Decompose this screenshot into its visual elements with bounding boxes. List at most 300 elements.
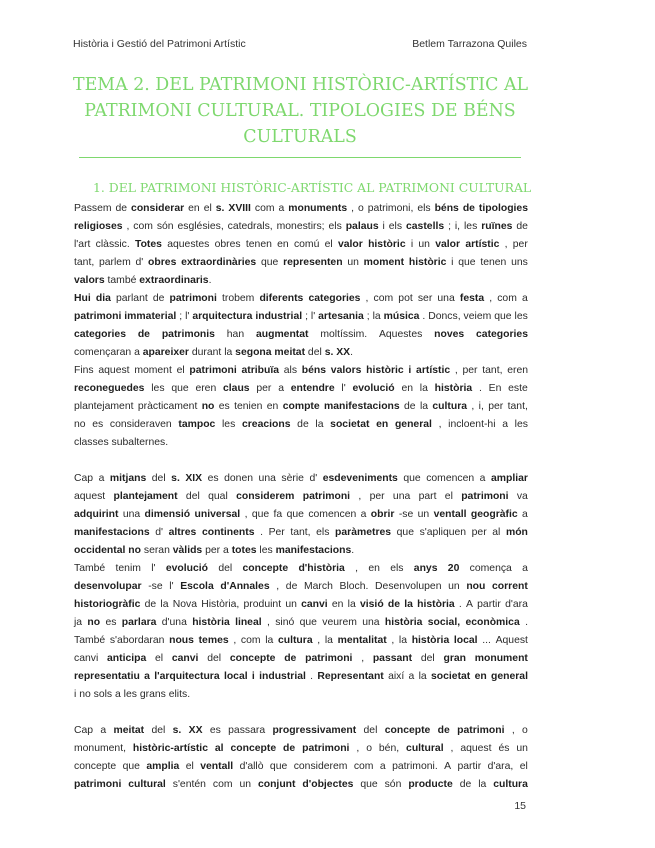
text-run: als xyxy=(283,365,298,376)
text-run: i, xyxy=(454,221,461,232)
text-run: trobem xyxy=(222,293,255,304)
bold-term: local xyxy=(223,671,248,682)
text-run: de xyxy=(404,401,416,412)
text-run: del xyxy=(305,347,325,358)
text-run: s'entén xyxy=(172,779,206,790)
text-run: els xyxy=(417,203,431,214)
text-run: , xyxy=(471,401,475,412)
text-run: aquest xyxy=(460,743,492,754)
bold-term: visió xyxy=(359,599,384,610)
chapter-title xyxy=(73,72,527,150)
text-run: els xyxy=(390,563,404,574)
bold-term: no xyxy=(201,401,215,412)
text-run: , xyxy=(233,635,237,646)
text-run: el xyxy=(185,761,194,772)
bold-term: artesania xyxy=(318,311,364,322)
bold-term: històric xyxy=(366,365,404,376)
text-line xyxy=(74,236,528,254)
text-line xyxy=(74,596,528,614)
text-run: un xyxy=(417,509,430,520)
text-run: uns xyxy=(511,257,528,268)
bold-term: monument xyxy=(474,653,528,664)
bold-term: immaterial xyxy=(124,311,177,322)
bold-term: lineal xyxy=(235,617,262,628)
bold-term: diferents xyxy=(259,293,304,304)
bold-term: concepte xyxy=(230,743,277,754)
text-run: que xyxy=(286,509,304,520)
text-run: com xyxy=(497,293,517,304)
bold-term: entendre xyxy=(290,383,335,394)
bold-term: reconeguedes xyxy=(74,383,145,394)
bold-term: Representant xyxy=(317,671,384,682)
text-run: patrimoni. xyxy=(392,761,438,772)
bold-term: patrimoni xyxy=(457,725,505,736)
text-run: un xyxy=(347,257,359,268)
bold-term: a xyxy=(144,671,150,682)
text-run: ; xyxy=(366,311,370,322)
text-run: esglésies, xyxy=(177,221,224,232)
bold-term: de xyxy=(462,203,475,214)
text-run: el xyxy=(176,365,185,376)
text-run: en xyxy=(401,383,413,394)
text-line xyxy=(74,740,528,758)
text-run: Fins xyxy=(74,365,94,376)
bold-term: històric-artístic xyxy=(132,743,208,754)
text-line xyxy=(74,542,528,560)
running-header-left: Història i Gestió del Patrimoni Artístic xyxy=(73,38,246,50)
bold-term: creacions xyxy=(241,419,291,430)
bold-term: anys xyxy=(413,563,438,574)
bold-term: cultural xyxy=(406,743,444,754)
text-run: en xyxy=(331,599,344,610)
text-line xyxy=(74,668,528,686)
bold-term: història xyxy=(434,383,473,394)
bold-term: patrimoni xyxy=(74,311,122,322)
text-run: concepte xyxy=(74,761,117,772)
text-line xyxy=(74,506,528,524)
text-run: partir xyxy=(477,599,501,610)
bold-term: patrimoni xyxy=(305,653,353,664)
text-run: per xyxy=(512,239,528,250)
text-run: el xyxy=(324,239,333,250)
bold-term: categories xyxy=(308,293,361,304)
chapter-title-line: PATRIMONI CULTURAL. TIPOLOGIES DE BÉNS xyxy=(84,101,516,121)
text-run: Cap xyxy=(74,725,94,736)
text-run: a xyxy=(502,419,508,430)
bold-term: industrial xyxy=(259,671,306,682)
text-run: es xyxy=(218,401,230,412)
text-run: tant, xyxy=(482,365,503,376)
bold-term: artístic xyxy=(416,365,451,376)
text-line xyxy=(74,560,528,578)
text-run: de xyxy=(144,599,157,610)
text-run: veurem xyxy=(322,617,357,628)
text-run: parlant xyxy=(115,293,148,304)
text-run: , xyxy=(511,725,515,736)
text-run: per xyxy=(369,491,385,502)
text-run: el xyxy=(203,203,212,214)
text-run: a xyxy=(479,473,486,484)
bold-term: música xyxy=(383,311,420,322)
text-line xyxy=(74,650,528,668)
text-run: del xyxy=(363,725,378,736)
text-run: a xyxy=(408,671,415,682)
text-run: També xyxy=(74,563,106,574)
bold-term: no xyxy=(87,617,101,628)
text-run: que xyxy=(269,761,288,772)
text-run: ; xyxy=(448,221,451,232)
text-run: a xyxy=(278,383,284,394)
text-line xyxy=(74,524,528,542)
bold-term: apareixer xyxy=(142,347,189,358)
text-run: plantejament xyxy=(74,401,134,412)
text-run: pràcticament xyxy=(137,401,198,412)
bold-term: atribuïa xyxy=(241,365,280,376)
bold-term: historiogràfic xyxy=(74,599,141,610)
bold-term: compte xyxy=(282,401,320,412)
bold-term: festa xyxy=(459,293,485,304)
text-run: del xyxy=(151,725,166,736)
text-run: sinó xyxy=(275,617,295,628)
bold-term: de xyxy=(437,725,450,736)
text-run: , xyxy=(276,581,280,592)
text-line xyxy=(74,632,528,650)
text-run: com xyxy=(373,293,394,304)
bold-term: concepte xyxy=(229,653,276,664)
text-run: tant, xyxy=(507,401,528,412)
bold-term: històric xyxy=(408,257,447,268)
text-run: . xyxy=(458,599,462,610)
text-run: A xyxy=(466,599,473,610)
text-run: , xyxy=(244,509,248,520)
bold-term: de xyxy=(283,743,296,754)
text-line xyxy=(74,326,528,344)
text-run: ser xyxy=(417,293,433,304)
text-line xyxy=(74,776,528,794)
text-run: parlem xyxy=(98,257,131,268)
text-run: en xyxy=(266,401,279,412)
bold-term: s. xyxy=(171,473,180,484)
bold-term: societat xyxy=(431,671,471,682)
bold-term: valors xyxy=(330,365,362,376)
text-run: l' xyxy=(310,311,316,322)
text-run: d'allò xyxy=(239,761,264,772)
text-run: que xyxy=(403,473,421,484)
text-run: , xyxy=(489,293,493,304)
bold-term: concepte xyxy=(242,563,289,574)
text-line xyxy=(74,254,528,272)
text-run: així xyxy=(388,671,405,682)
bold-term: en xyxy=(474,671,487,682)
bold-term: canvi xyxy=(301,599,328,610)
text-run: d' xyxy=(309,473,318,484)
text-run: que xyxy=(251,509,270,520)
text-run: en xyxy=(368,563,380,574)
text-line xyxy=(74,758,528,776)
text-run: tenim xyxy=(115,563,141,574)
bold-term: general xyxy=(394,419,432,430)
bold-term: d'objectes xyxy=(302,779,354,790)
bold-term: patrimoni xyxy=(169,293,217,304)
text-run: un xyxy=(239,779,252,790)
text-run: En xyxy=(488,383,502,394)
text-run: començaran a xyxy=(74,347,143,358)
text-run: este xyxy=(508,383,528,394)
bold-term: meitat xyxy=(113,725,145,736)
text-run: s'abordaran xyxy=(109,635,165,646)
text-run: en xyxy=(188,203,200,214)
text-line xyxy=(74,686,528,704)
text-run: . xyxy=(208,275,212,286)
text-run: Història, xyxy=(201,599,240,610)
bold-term: mitjans xyxy=(109,473,147,484)
bold-term: Hui xyxy=(74,293,91,304)
text-run: que xyxy=(360,779,378,790)
bold-term: castells xyxy=(406,221,445,232)
bold-term: s. XX xyxy=(324,347,351,358)
text-run: la xyxy=(265,635,274,646)
bold-term: ventall xyxy=(200,761,234,772)
text-run: que xyxy=(396,527,414,538)
text-run: patrimoni, xyxy=(367,203,414,214)
bold-term: considerem xyxy=(236,491,295,502)
text-run: i xyxy=(410,239,414,250)
bold-term: mentalitat xyxy=(337,635,387,646)
bold-term: artístic xyxy=(465,239,500,250)
bold-term: patrimoni xyxy=(302,743,350,754)
bold-term: extraordinàries xyxy=(181,257,257,268)
text-line xyxy=(74,380,528,398)
bold-term: desenvolupar xyxy=(74,581,142,592)
bold-term: ventall xyxy=(433,509,467,520)
text-run: les xyxy=(514,311,528,322)
text-run: pot xyxy=(398,293,413,304)
text-run: els xyxy=(388,221,403,232)
bold-term: categories xyxy=(74,329,126,340)
text-run: un xyxy=(448,581,460,592)
text-run: catedrals, xyxy=(227,221,273,232)
text-run: per xyxy=(488,401,504,412)
bold-term: i xyxy=(251,671,255,682)
text-run: per xyxy=(462,365,478,376)
text-run: A xyxy=(444,761,452,772)
bold-term: tampoc xyxy=(178,419,216,430)
bold-term: representen xyxy=(283,257,343,268)
text-run: a xyxy=(360,509,367,520)
text-line xyxy=(74,434,528,452)
text-run: March xyxy=(304,581,333,592)
text-run: . xyxy=(478,383,482,394)
text-run: , xyxy=(356,743,360,754)
text-run: de xyxy=(285,581,298,592)
text-run: que xyxy=(458,257,476,268)
bold-term: Escola xyxy=(180,581,214,592)
bold-term: d'història xyxy=(298,563,345,574)
bold-term: canvi xyxy=(171,653,199,664)
text-run: les xyxy=(464,221,478,232)
text-run: al xyxy=(492,527,501,538)
bold-term: arquitectura xyxy=(192,311,253,322)
text-run: eren xyxy=(507,365,528,376)
bold-term: l'arquitectura xyxy=(154,671,220,682)
text-run: la xyxy=(419,383,428,394)
text-run: una xyxy=(258,473,276,484)
text-run: per a xyxy=(202,545,232,556)
text-run: l' xyxy=(169,581,174,592)
bold-term: anticipa xyxy=(107,653,147,664)
text-run: a xyxy=(521,293,528,304)
bold-term: temes xyxy=(198,635,229,646)
bold-term: i xyxy=(408,365,412,376)
bold-term: occidental no xyxy=(74,545,141,556)
bold-term: cultura xyxy=(493,779,528,790)
text-run: seran xyxy=(140,545,173,556)
bold-term: històric xyxy=(368,239,406,250)
text-run: donen xyxy=(224,473,254,484)
text-run: . xyxy=(260,527,263,538)
text-run: la xyxy=(478,779,487,790)
bold-term: història xyxy=(192,617,230,628)
bold-term: segona meitat xyxy=(235,347,306,358)
text-run: com xyxy=(212,779,233,790)
bold-term: passant xyxy=(372,653,413,664)
text-run: eren xyxy=(195,383,217,394)
text-run: una xyxy=(437,293,455,304)
bold-term: augmentat xyxy=(255,329,309,340)
text-run: la xyxy=(398,635,408,646)
text-run: , xyxy=(504,239,508,250)
bold-term: producte xyxy=(408,779,453,790)
text-run: de xyxy=(297,419,309,430)
bold-term: general xyxy=(491,671,528,682)
text-run: qual xyxy=(208,491,228,502)
text-run: partir xyxy=(457,761,482,772)
text-run: clàssic. xyxy=(95,239,130,250)
bold-term: social, xyxy=(427,617,461,628)
text-run: passara xyxy=(228,725,266,736)
text-line xyxy=(74,470,528,488)
text-run: també xyxy=(104,275,140,286)
bold-term: societat xyxy=(330,419,370,430)
text-line xyxy=(74,488,528,506)
bold-term: història xyxy=(417,599,455,610)
text-run: sèrie xyxy=(281,473,304,484)
text-run: es xyxy=(105,617,117,628)
text-line xyxy=(74,308,528,326)
bold-term: religioses xyxy=(74,221,123,232)
text-run: monument, xyxy=(74,743,126,754)
bold-term: patrimoni xyxy=(302,491,351,502)
text-run: , xyxy=(438,419,442,430)
text-run: considerem xyxy=(293,761,348,772)
text-line xyxy=(74,272,528,290)
text-run: , xyxy=(454,365,458,376)
bold-term: dimensió xyxy=(144,509,191,520)
text-run: la xyxy=(324,635,333,646)
text-run: i xyxy=(451,257,454,268)
text-run: com xyxy=(353,761,374,772)
bold-term: nou xyxy=(466,581,486,592)
text-run: produint xyxy=(243,599,282,610)
bold-term: obrir xyxy=(370,509,395,520)
text-run: -se xyxy=(398,509,414,520)
text-run: la xyxy=(418,671,427,682)
bold-term: XX xyxy=(188,725,203,736)
text-run: d' xyxy=(135,257,144,268)
text-line xyxy=(74,218,528,236)
text-run: els xyxy=(328,221,342,232)
bold-term: gran xyxy=(443,653,467,664)
bold-term: d'Annales xyxy=(220,581,270,592)
paragraph-gap xyxy=(74,704,528,722)
text-run: un xyxy=(285,599,297,610)
bold-term: història xyxy=(384,617,423,628)
text-run: moment xyxy=(134,365,172,376)
text-run: per xyxy=(471,527,487,538)
bold-term: vàlids xyxy=(172,545,203,556)
bold-term: local xyxy=(453,635,478,646)
bold-term: Totes xyxy=(135,239,162,250)
text-run: i no sols a les grans elits. xyxy=(74,689,191,700)
text-run: comencen xyxy=(426,473,475,484)
bold-term: manifestacions xyxy=(275,545,352,556)
text-run: , xyxy=(317,635,321,646)
text-run: un xyxy=(418,239,430,250)
text-run: és xyxy=(498,743,510,754)
text-run: Nova xyxy=(172,599,197,610)
bold-term: XVIII xyxy=(228,203,251,214)
text-run: També xyxy=(74,635,106,646)
text-run: Bloch. xyxy=(339,581,369,592)
bold-term: cultura xyxy=(432,401,468,412)
text-run: del xyxy=(185,491,200,502)
text-run: Passem xyxy=(74,203,112,214)
text-run: ; xyxy=(305,311,308,322)
bold-term: progressivament xyxy=(272,725,357,736)
text-run: com xyxy=(254,203,275,214)
bold-term: valors xyxy=(74,275,105,286)
text-run: a xyxy=(98,473,105,484)
paragraph-gap xyxy=(74,452,528,470)
text-run: moltíssim. xyxy=(320,329,368,340)
text-run: va xyxy=(516,491,528,502)
bold-term: concepte xyxy=(384,725,431,736)
bold-term: de xyxy=(137,329,150,340)
text-run: Doncs, xyxy=(428,311,461,322)
bold-term: universal xyxy=(194,509,241,520)
bold-term: adquirint xyxy=(74,509,119,520)
bold-term: manifestacions xyxy=(74,527,150,538)
text-run: monestirs; xyxy=(276,221,325,232)
text-run: ja xyxy=(74,617,83,628)
text-run: una xyxy=(392,491,411,502)
text-run: Desenvolupen xyxy=(375,581,442,592)
text-run: comú xyxy=(293,239,320,250)
bold-term: considerar xyxy=(131,203,185,214)
text-run: que xyxy=(122,761,140,772)
text-run: , xyxy=(358,491,362,502)
bold-term: al xyxy=(214,743,224,754)
text-run: tant, xyxy=(74,257,95,268)
bold-term: patrimoni xyxy=(74,779,122,790)
text-run: del xyxy=(207,653,222,664)
bold-term: plantejament xyxy=(113,491,178,502)
text-run: les xyxy=(222,419,236,430)
text-run: del xyxy=(218,563,233,574)
text-run: a xyxy=(100,725,107,736)
text-run: , xyxy=(365,293,369,304)
bold-term: història xyxy=(411,635,450,646)
